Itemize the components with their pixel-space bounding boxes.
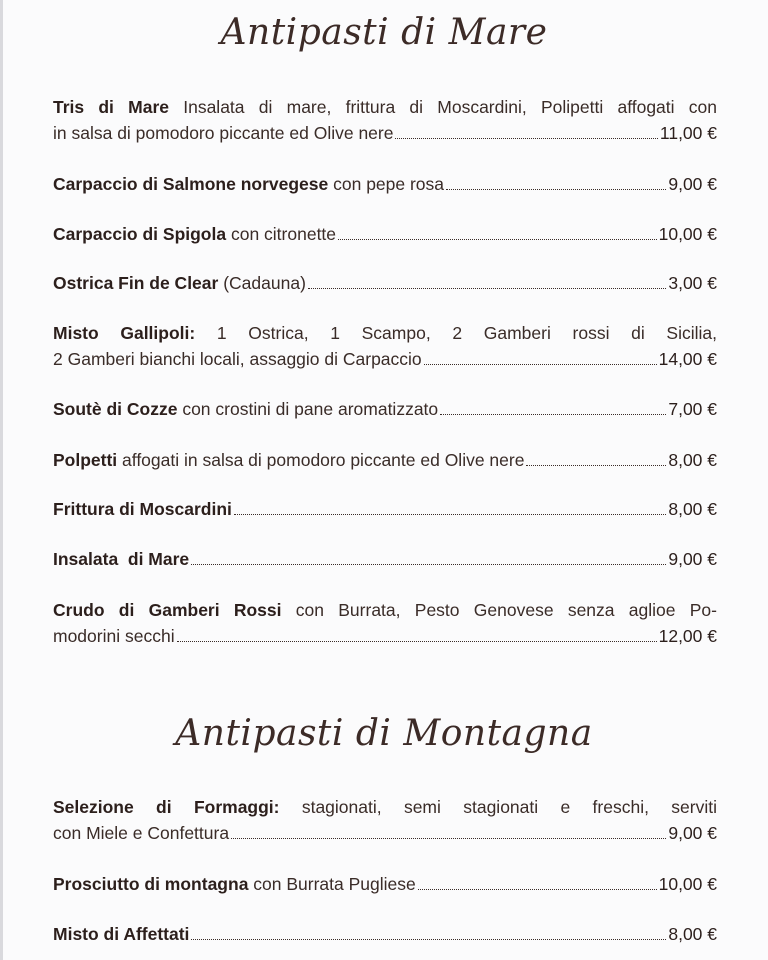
dot-leader xyxy=(440,414,666,415)
item-description: (Cadauna) xyxy=(218,273,306,293)
item-description: Insalata di mare, frittura di Moscardini, Polipetti affogati con xyxy=(169,97,717,117)
item-name: Ostrica Fin de Clear xyxy=(53,273,219,293)
item-name: Insalata di Mare xyxy=(53,549,190,569)
item-name: Polpetti xyxy=(53,450,118,470)
menu-item-insalata-mare xyxy=(53,546,717,572)
item-price: 8,00 € xyxy=(668,499,717,519)
item-description: con Burrata Pugliese xyxy=(248,874,416,894)
item-description: in salsa di pomodoro piccante ed Olive nere xyxy=(53,123,394,143)
item-price: 7,00 € xyxy=(668,399,717,419)
item-name: Crudo di Gamberi Rossi xyxy=(53,600,282,620)
item-name: Carpaccio di Salmone norvegese xyxy=(53,174,329,194)
dot-leader xyxy=(177,641,657,642)
menu-item-ostrica xyxy=(53,270,717,296)
item-name: Soutè di Cozze xyxy=(53,399,178,419)
item-description: con Burrata, Pesto Genovese senza aglioe Po- xyxy=(281,600,717,620)
menu-item-misto-affettati xyxy=(53,921,717,947)
item-description: con Miele e Confettura xyxy=(53,823,230,843)
item-price: 3,00 € xyxy=(668,273,717,293)
dot-leader xyxy=(446,189,666,190)
menu-item-soute-cozze xyxy=(53,396,717,422)
page-edge xyxy=(0,0,3,960)
menu-item-carpaccio-salmone xyxy=(53,171,717,197)
menu-item-misto-gallipoli xyxy=(53,320,717,372)
dot-leader xyxy=(418,889,657,890)
item-price: 8,00 € xyxy=(668,450,717,470)
section-title-montagna: Antipasti di Montagna xyxy=(175,713,593,754)
item-name: Tris di Mare xyxy=(53,97,169,117)
item-description: 2 Gamberi bianchi locali, assaggio di Carpaccio xyxy=(53,349,422,369)
item-description: affogati in salsa di pomodoro piccante ed Olive nere xyxy=(117,450,525,470)
menu-item-tris-di-mare xyxy=(53,94,717,146)
item-price: 11,00 € xyxy=(659,123,717,143)
dot-leader xyxy=(424,364,657,365)
item-description: con crostini di pane aromatizzato xyxy=(177,399,439,419)
dot-leader xyxy=(395,138,657,139)
item-price: 12,00 € xyxy=(658,626,717,646)
dot-leader xyxy=(526,465,666,466)
menu-item-polpetti xyxy=(53,447,717,473)
item-price: 10,00 € xyxy=(658,224,717,244)
dot-leader xyxy=(234,514,666,515)
item-name: Carpaccio di Spigola xyxy=(53,224,227,244)
dot-leader xyxy=(191,564,666,565)
item-description: stagionati, semi stagionati e freschi, serviti xyxy=(279,797,717,817)
item-price: 9,00 € xyxy=(668,549,717,569)
item-description: con pepe rosa xyxy=(328,174,445,194)
item-price: 9,00 € xyxy=(668,174,717,194)
menu-item-crudo-gamberi xyxy=(53,597,717,649)
item-name: Frittura di Moscardini xyxy=(53,499,232,519)
item-description: con citronette xyxy=(226,224,337,244)
item-name: Selezione di Formaggi: xyxy=(53,797,280,817)
item-price: 10,00 € xyxy=(658,874,717,894)
dot-leader xyxy=(338,239,657,240)
item-description: 1 Ostrica, 1 Scampo, 2 Gamberi rossi di Sicilia, xyxy=(195,323,717,343)
item-name: Misto di Affettati xyxy=(53,924,190,944)
dot-leader xyxy=(191,939,666,940)
menu-item-prosciutto-montagna xyxy=(53,871,717,897)
section-title-mare: Antipasti di Mare xyxy=(220,12,548,53)
item-name: Misto Gallipoli: xyxy=(53,323,196,343)
item-price: 9,00 € xyxy=(668,823,717,843)
item-description: modorini secchi xyxy=(53,626,175,646)
item-price: 14,00 € xyxy=(658,349,717,369)
item-price: 8,00 € xyxy=(668,924,717,944)
dot-leader xyxy=(308,288,666,289)
menu-item-selezione-formaggi xyxy=(53,794,717,846)
dot-leader xyxy=(231,838,666,839)
menu-item-carpaccio-spigola xyxy=(53,221,717,247)
item-name: Prosciutto di montagna xyxy=(53,874,249,894)
menu-item-frittura-moscardini xyxy=(53,496,717,522)
